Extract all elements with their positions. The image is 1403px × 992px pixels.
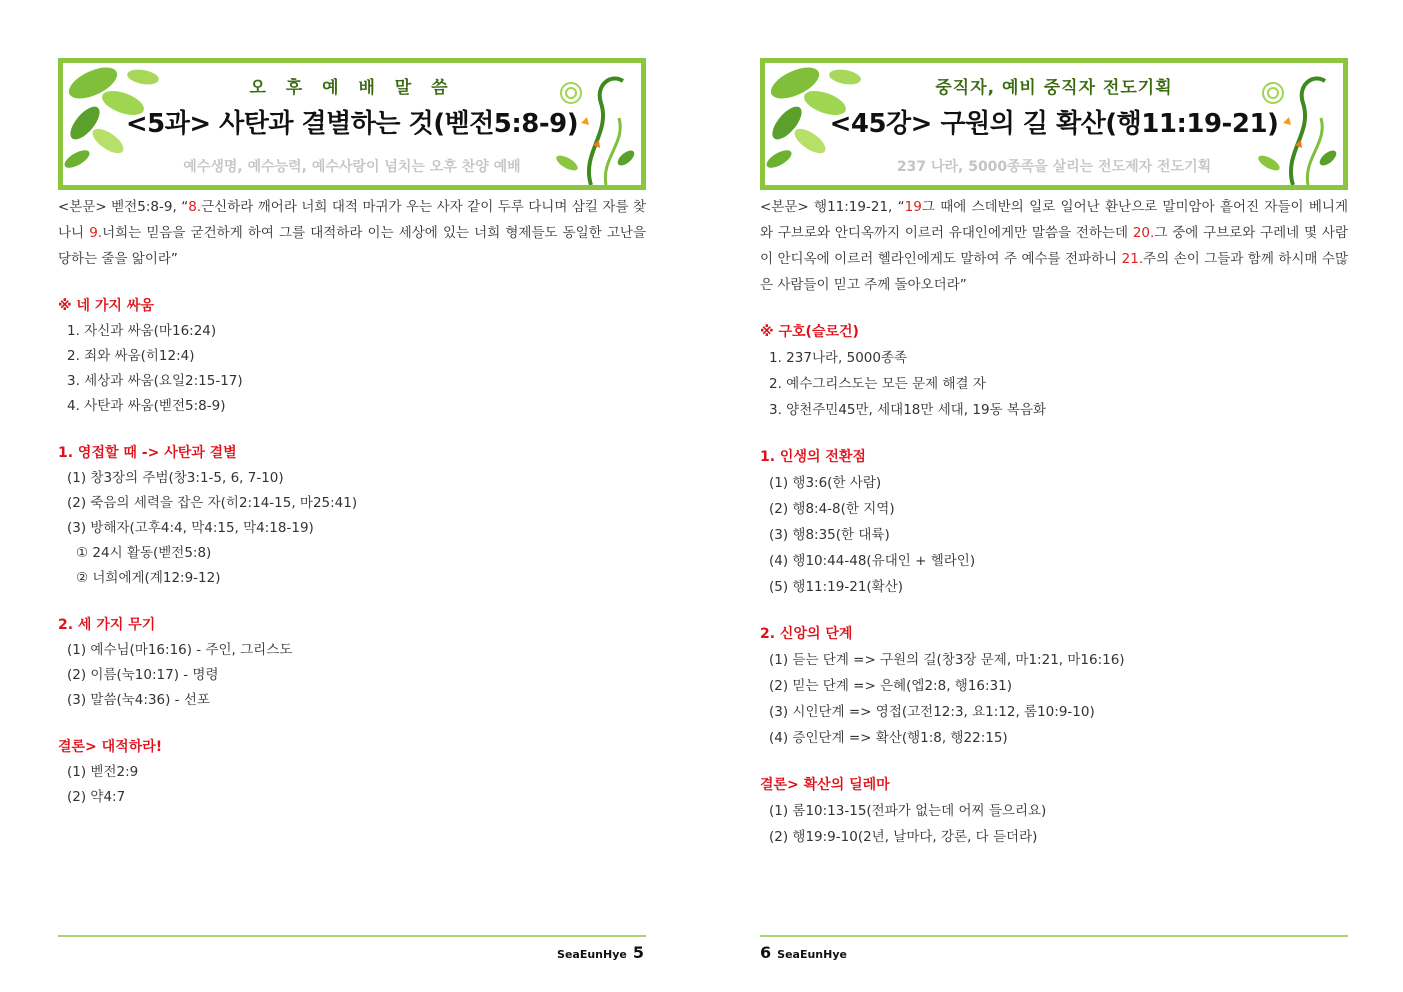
list-item: 3. 양천주민45만, 세대18만 세대, 19동 복음화 <box>769 402 1047 418</box>
list-item: (1) 행3:6(한 사람) <box>769 475 882 491</box>
list-item: (3) 행8:35(한 대륙) <box>769 527 890 543</box>
list-item: (2) 약4:7 <box>67 789 126 805</box>
lesson-content <box>760 194 1348 850</box>
page-footer <box>557 943 644 962</box>
verse-number: 20. <box>1132 225 1155 241</box>
section-heading: 2. 세 가지 무기 <box>58 617 156 633</box>
list-item: (1) 예수님(마16:16) - 주인, 그리스도 <box>67 642 293 658</box>
section-heading: 1. 인생의 전환점 <box>760 449 866 465</box>
list-item: (3) 시인단계 => 영접(고전12:3, 요1:12, 롬10:9-10) <box>769 704 1095 720</box>
section-heading: ※ 네 가지 싸움 <box>58 298 154 314</box>
list-item: 4. 사탄과 싸움(벧전5:8-9) <box>67 398 226 414</box>
list-item: (1) 벧전2:9 <box>67 764 139 780</box>
scripture-passage <box>58 194 646 272</box>
section-heading: 결론> 대적하라! <box>58 739 163 755</box>
list-item: (4) 증인단계 => 확산(행1:8, 행22:15) <box>769 730 1008 746</box>
section-faith-stages <box>760 622 1348 751</box>
list-item: 2. 죄와 싸움(히12:4) <box>67 348 195 364</box>
banner-subtitle: 오 후 예 배 말 씀 <box>249 78 455 98</box>
list-item: (1) 롬10:13-15(전파가 없는데 어찌 들으리요) <box>769 803 1047 819</box>
verse-text: 주의 손이 그들과 함께 하시매 수많은 사람들이 믿고 주께 돌아오더라” <box>760 251 1349 293</box>
page-number: 6 <box>760 943 772 962</box>
list-item: (2) 이름(눅10:17) - 명령 <box>67 667 219 683</box>
page-number: 5 <box>632 943 644 962</box>
page-footer <box>760 943 847 962</box>
section-conclusion <box>58 735 646 810</box>
verse-text: 그 때에 스데반의 일로 일어난 환난으로 말미암아 흩어진 자들이 베니게와 구브로와 안디옥까지 이르러 유대인에게만 말씀을 전하는데 <box>760 199 1348 241</box>
section-separation <box>58 441 646 591</box>
section-heading: 결론> 확산의 딜레마 <box>760 777 890 793</box>
section-three-weapons <box>58 613 646 713</box>
lesson-title: <45강> 구원의 길 확산(행11:19-21) <box>829 109 1279 139</box>
scripture-passage <box>760 194 1348 298</box>
page-right <box>760 0 1348 992</box>
verse-text: 그 중에 구브로와 구레네 몇 사람이 안디옥에 이르러 헬라인에게도 말하여 주 예수를 전파하니 <box>760 225 1348 267</box>
section-heading: 2. 신앙의 단계 <box>760 626 853 642</box>
list-item: (2) 행19:9-10(2년, 날마다, 강론, 다 듣더라) <box>769 829 1038 845</box>
footer-divider <box>58 935 646 937</box>
verse-number: 9. <box>89 225 103 241</box>
lesson-banner <box>58 58 646 190</box>
list-item: (5) 행11:19-21(확산) <box>769 579 904 595</box>
section-heading: ※ 구호(슬로건) <box>760 324 859 340</box>
list-item: 3. 세상과 싸움(요일2:15-17) <box>67 373 243 389</box>
list-item: (2) 믿는 단계 => 은혜(엡2:8, 행16:31) <box>769 678 1012 694</box>
banner-subtitle: 중직자, 예비 중직자 전도기획 <box>935 78 1173 98</box>
section-turning-point <box>760 445 1348 600</box>
section-heading: 1. 영접할 때 -> 사탄과 결별 <box>58 445 237 461</box>
verse-text: 근신하라 깨어라 너희 대적 마귀가 우는 사자 같이 두루 다니며 삼킬 자를 찾나니 <box>58 199 647 241</box>
scripture-prefix: <본문> 벧전5:8-9, “ <box>58 199 189 215</box>
list-item: (2) 행8:4-8(한 지역) <box>769 501 895 517</box>
footer-divider <box>760 935 1348 937</box>
verse-number: 19 <box>904 199 922 215</box>
banner-tagline: 237 나라, 5000종족을 살리는 전도제자 전도기획 <box>896 159 1212 175</box>
list-item: (4) 행10:44-48(유대인 + 헬라인) <box>769 553 976 569</box>
sub-list-item: ② 너희에게(계12:9-12) <box>76 570 221 586</box>
page-left <box>58 0 646 992</box>
banner-tagline: 예수생명, 예수능력, 예수사랑이 넘치는 오후 찬양 예배 <box>183 159 521 175</box>
list-item: (1) 듣는 단계 => 구원의 길(창3장 문제, 마1:21, 마16:16) <box>769 652 1125 668</box>
list-item: 2. 예수그리스도는 모든 문제 해결 자 <box>769 376 986 392</box>
scripture-prefix: <본문> 행11:19-21, “ <box>760 199 905 215</box>
section-conclusion <box>760 773 1348 850</box>
sub-list-item: ① 24시 활동(벧전5:8) <box>76 545 212 561</box>
section-four-battles <box>58 294 646 419</box>
verse-number: 8. <box>188 199 202 215</box>
list-item: 1. 자신과 싸움(마16:24) <box>67 323 217 339</box>
list-item: (3) 말씀(눅4:36) - 선포 <box>67 692 210 708</box>
lesson-banner <box>760 58 1348 190</box>
lesson-title: <5과> 사탄과 결별하는 것(벧전5:8-9) <box>125 109 579 139</box>
verse-number: 21. <box>1121 251 1144 267</box>
lesson-content <box>58 194 646 810</box>
section-slogan <box>760 320 1348 423</box>
list-item: (3) 방해자(고후4:4, 막4:15, 막4:18-19) <box>67 520 314 536</box>
list-item: (2) 죽음의 세력을 잡은 자(히2:14-15, 마25:41) <box>67 495 358 511</box>
footer-brand: SeaEunHye <box>557 948 627 961</box>
footer-brand: SeaEunHye <box>777 948 847 961</box>
list-item: 1. 237나라, 5000종족 <box>769 350 908 366</box>
list-item: (1) 창3장의 주범(창3:1-5, 6, 7-10) <box>67 470 284 486</box>
verse-text: 너희는 믿음을 굳건하게 하여 그를 대적하라 이는 세상에 있는 너희 형제들도 동일한 고난을 당하는 줄을 앎이라” <box>58 225 646 267</box>
